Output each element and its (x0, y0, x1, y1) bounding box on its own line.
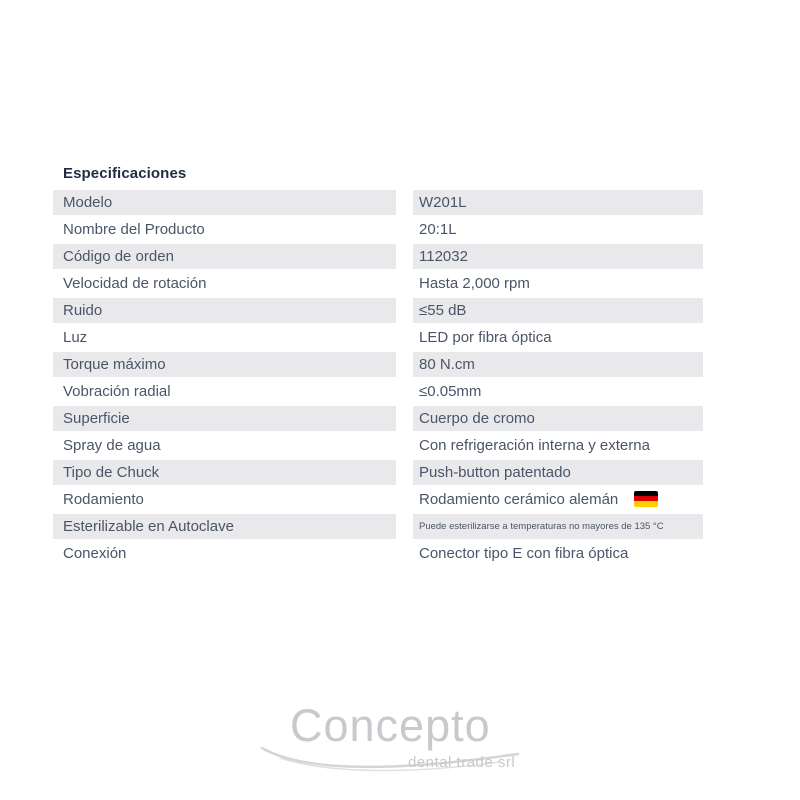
logo-tagline: dental trade srl (408, 754, 516, 771)
spec-value: Con refrigeración interna y externa (419, 437, 650, 454)
table-row (53, 541, 703, 568)
spec-value: Conector tipo E con fibra óptica (419, 545, 629, 562)
spec-key: Luz (63, 329, 88, 346)
table-row (53, 460, 703, 487)
spec-key: Conexión (63, 545, 127, 562)
table-row (53, 406, 703, 433)
spec-value: 80 N.cm (413, 352, 703, 377)
flag-stripe-gold (634, 501, 658, 506)
table-row (53, 433, 703, 460)
spec-value: LED por fibra óptica (419, 329, 552, 346)
table-row (53, 298, 703, 325)
spec-value: ≤55 dB (413, 298, 703, 323)
spec-key: Nombre del Producto (63, 221, 205, 238)
table-row (53, 487, 703, 514)
table-row (53, 244, 703, 271)
table-row (53, 352, 703, 379)
table-row (53, 271, 703, 298)
table-row (53, 379, 703, 406)
spec-key: Ruido (53, 298, 396, 323)
spec-table (53, 190, 703, 568)
spec-key: Velocidad de rotación (63, 275, 207, 292)
spec-value: 20:1L (419, 221, 457, 238)
spec-value: Hasta 2,000 rpm (419, 275, 530, 292)
spec-value: Puede esterilizarse a temperaturas no mayores de 135 °C (413, 514, 703, 539)
spec-key: Código de orden (53, 244, 396, 269)
spec-key: Spray de agua (63, 437, 161, 454)
table-row (53, 190, 703, 217)
spec-value: 112032 (413, 244, 703, 269)
spec-key: Vobración radial (63, 383, 171, 400)
spec-key: Modelo (53, 190, 396, 215)
spec-key: Superficie (53, 406, 396, 431)
spec-value: ≤0.05mm (419, 383, 482, 400)
spec-key: Tipo de Chuck (53, 460, 396, 485)
spec-value: W201L (413, 190, 703, 215)
page-title: Especificaciones (63, 165, 187, 182)
logo-wordmark: Concepto (290, 700, 491, 751)
table-row (53, 514, 703, 541)
spec-value: Cuerpo de cromo (413, 406, 703, 431)
company-logo (260, 700, 560, 780)
spec-value: Rodamiento cerámico alemán (419, 491, 619, 508)
spec-key: Esterilizable en Autoclave (53, 514, 396, 539)
spec-value-with-flag (413, 487, 703, 512)
spec-key: Torque máximo (53, 352, 396, 377)
germany-flag-icon (634, 491, 658, 507)
table-row (53, 217, 703, 244)
spec-value: Push-button patentado (413, 460, 703, 485)
spec-key: Rodamiento (63, 491, 144, 508)
table-row (53, 325, 703, 352)
